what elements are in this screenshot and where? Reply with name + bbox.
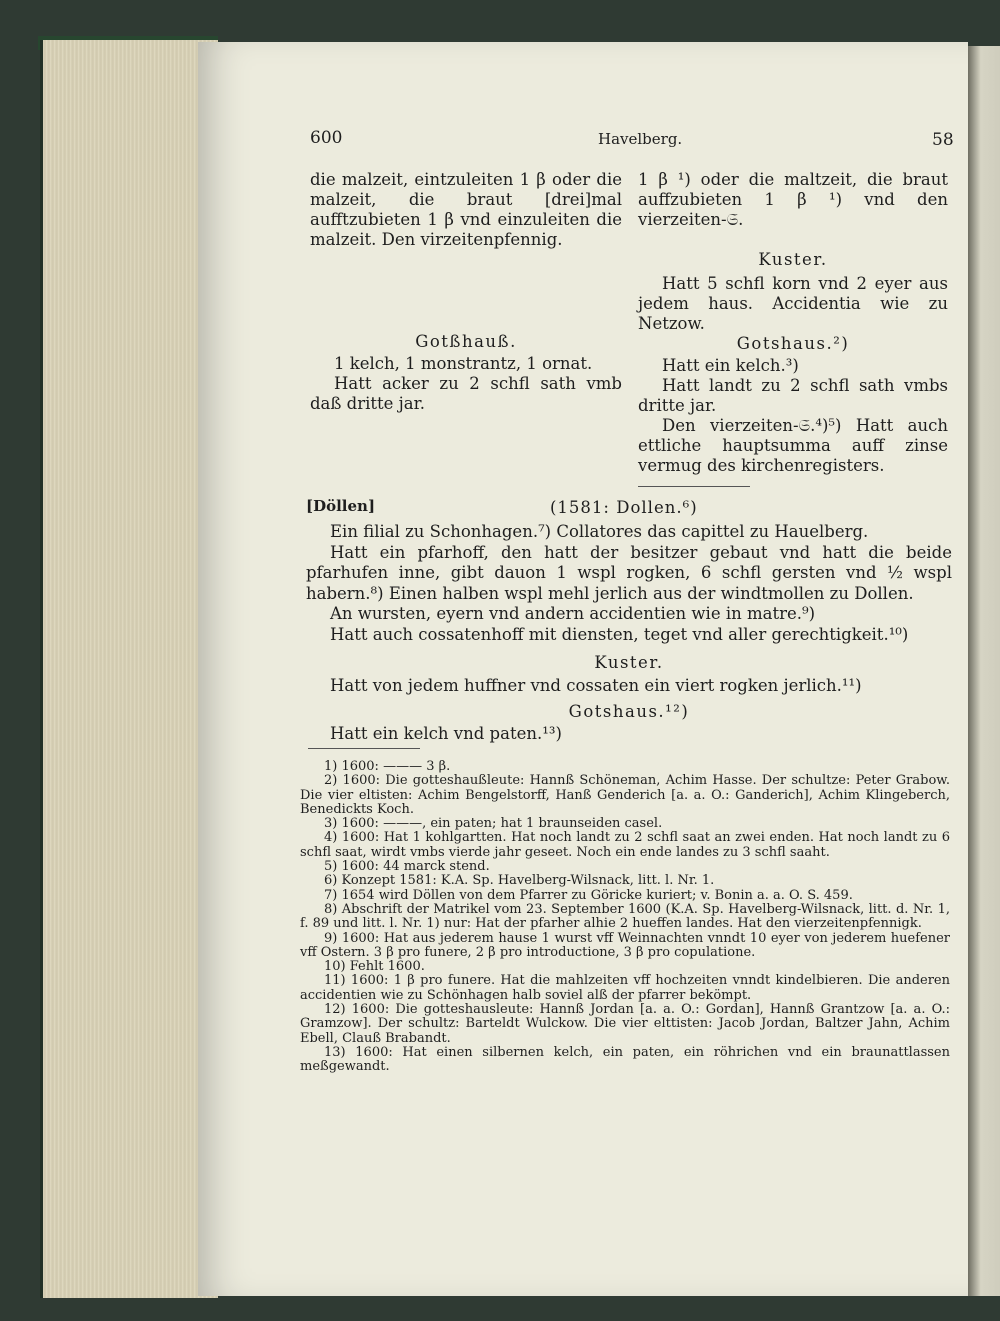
left-line-2: Hatt acker zu 2 schfl sath vmb daß dritte jar.: [310, 374, 622, 413]
footnote-item: 6) Konzept 1581: K.A. Sp. Havelberg-Wilsnack, litt. l. Nr. 1.: [324, 873, 715, 889]
facing-page-edge: [968, 46, 1000, 1296]
right-para-1: 1 β ¹) oder die maltzeit, die braut auffzubieten 1 β ¹) vnd den vierzeiten-𝔖.: [638, 170, 948, 229]
right-para-2: Hatt 5 schfl korn vnd 2 eyer aus jedem haus. Accidentia wie zu Netzow.: [638, 274, 948, 333]
footnote-item: 2) 1600: Die gotteshaußleute: Hannß Schöneman, Achim Hasse. Der schultze: Peter Grabow. Die vier eltisten: Achim Bengelstorff, Hanß Genderich [a. a. O.: Ganderich], Achim Klingeberch, Benedickts Koch.: [300, 773, 950, 817]
footnote-item: 11) 1600: 1 β pro funere. Hat die mahlzeiten vff hochzeiten vnndt kindelbieren. Die anderen accidentien wie zu Schönhagen halb soviel alß der pfarrer bekömpt.: [300, 973, 950, 1003]
footnote-item: 9) 1600: Hat aus jederem hause 1 wurst vff Weinnachten vnndt 10 eyer von jederem huefener vff Ostern. 3 β pro funere, 2 β pro introductione, 3 β pro copulatione.: [300, 930, 950, 960]
footnote-item: 13) 1600: Hat einen silbernen kelch, ein paten, ein röhrichen vnd ein braunattlassen meßgewandt.: [300, 1044, 950, 1075]
footnote-item: 3) 1600: ———, ein paten; hat 1 braunseiden casel.: [324, 816, 663, 832]
footnote-item: 8) Abschrift der Matrikel vom 23. September 1600 (K.A. Sp. Havelberg-Wilsnack, litt. d. Nr. 1, f. 89 und litt. l. Nr. 1) nur: Hat der pfarher alhie 2 hueffen landes. Hat den vierzeitenpfennigk.: [300, 901, 950, 932]
footnote-item: 1) 1600: ——— 3 β.: [324, 759, 451, 774]
section-kuster-text: [306, 676, 952, 697]
right-heading-gotshaus: Gotshaus.²): [736, 334, 850, 353]
left-line-1: 1 kelch, 1 monstrantz, 1 ornat.: [334, 354, 593, 373]
section-label: [Döllen]: [306, 497, 376, 515]
section-heading: (1581: Dollen.⁶): [550, 498, 698, 517]
right-gotshaus-text: [638, 356, 948, 476]
footnote-rule: [308, 748, 420, 749]
section-para-5: Hatt von jedem huffner vnd cossaten ein viert rogken jerlich.¹¹): [330, 676, 862, 695]
section-para-1: Ein filial zu Schonhagen.⁷) Collatores das capittel zu Hauelberg.: [330, 522, 869, 541]
section-heading-kuster: Kuster.: [594, 653, 664, 672]
section-para-6: Hatt ein kelch vnd paten.¹³): [330, 724, 562, 743]
page-number: 600: [310, 128, 343, 148]
right-line-3: Den vierzeiten-𝔖.⁴)⁵) Hatt auch ettliche hauptsumma auff zinse vermug des kirchenregisters.: [638, 416, 948, 475]
footnote-item: 7) 1654 wird Döllen von dem Pfarrer zu Göricke kuriert; v. Bonin a. a. O. S. 459.: [324, 887, 853, 903]
column-end-rule: [638, 486, 750, 487]
right-column: [638, 170, 948, 230]
section-gotshaus-text: [306, 724, 952, 745]
left-column: [310, 170, 622, 250]
left-column-body: [310, 354, 622, 414]
footnote-item: 4) 1600: Hat 1 kohlgartten. Hat noch landt zu 2 schfl saat an zwei enden. Hat noch landt zu 6 schfl saat, wirdt vmbs vierde jahr geseet. Noch ein ende landes zu 3 schfl saaht.: [300, 830, 950, 860]
section-para-2: Hatt ein pfarhoff, den hatt der besitzer gebaut vnd hatt die beide pfarhufen inne, gibt dauon 1 wspl rogken, 6 schfl gersten vnd ½ wspl habern.⁸) Einen halben wspl mehl jerlich aus der windtmollen zu Dollen.: [306, 542, 952, 603]
right-kuster-text: [638, 274, 948, 334]
footnotes: [300, 760, 950, 1075]
book-page: [198, 42, 968, 1296]
footnote-item: 12) 1600: Die gotteshausleute: Hannß Jordan [a. a. O.: Gordan], Hannß Grantzow [a. a. O.: Gramzow]. Der schultz: Barteldt Wulckow. Die vier elttisten: Jacob Jordan, Baltzer Jahn, Achim Ebell, Clauß Brabandt.: [300, 1002, 950, 1046]
right-line-1: Hatt ein kelch.³): [662, 356, 799, 375]
footnote-item: 10) Fehlt 1600.: [324, 959, 425, 975]
left-heading-gotshaus: Gotßhauß.: [415, 332, 517, 351]
book-page-edges: [40, 40, 218, 1298]
right-line-2: Hatt landt zu 2 schfl sath vmbs dritte jar.: [638, 376, 948, 415]
left-para-1: die malzeit, eintzuleiten 1 β oder die malzeit, die braut [drei]mal aufftzubieten 1 β vnd einzuleiten die malzeit. Den virzeitenpfennig.: [310, 170, 622, 249]
footnote-item: 5) 1600: 44 marck stend.: [324, 859, 490, 875]
running-title: Havelberg.: [598, 130, 683, 148]
section-body: [306, 522, 952, 645]
section-heading-gotshaus: Gotshaus.¹²): [568, 702, 690, 721]
right-heading-kuster: Kuster.: [758, 250, 828, 269]
section-para-3: An wursten, eyern vnd andern accidentien wie in matre.⁹): [330, 604, 816, 623]
page-number-right: 58: [932, 130, 954, 150]
section-para-4: Hatt auch cossatenhoff mit diensten, teget vnd aller gerechtigkeit.¹⁰): [330, 624, 909, 644]
